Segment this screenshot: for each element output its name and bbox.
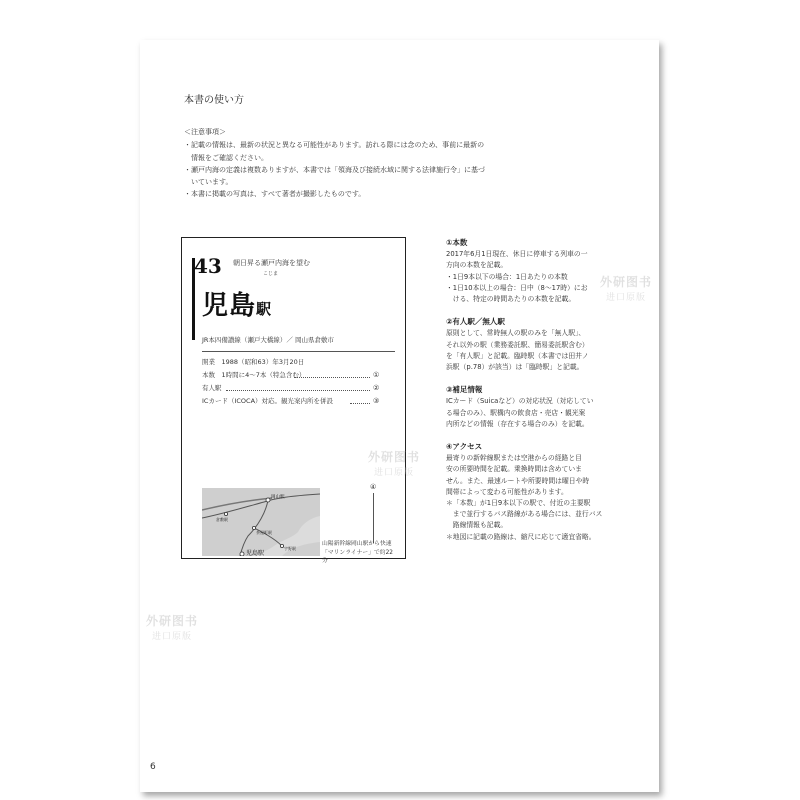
notes-heading: ＜注意事項＞ (184, 128, 226, 136)
map-label-okayama: 岡山駅 (271, 495, 285, 500)
explanation-line: 内所などの情報（存在する場合のみ）を記載。 (446, 419, 589, 428)
explanation-line: 安の所要時間を記載。乗換時間は含めていま (446, 465, 582, 474)
watermark-line1: 外研图书 (146, 614, 199, 628)
explanation-heading: ③補足情報 (446, 385, 483, 395)
explanation-heading: ①本数 (446, 238, 468, 247)
notes-item: 情報をご確認ください。 (184, 153, 268, 162)
divider (202, 351, 395, 352)
access-mark: ④ (370, 483, 377, 491)
explanation-line: 最寄りの新幹線駅または空港からの経路と目 (446, 454, 582, 463)
explanation-line: 浜駅（p.78）が該当）は「臨時駅」と記載。 (446, 363, 584, 372)
leader-line (350, 390, 370, 404)
leader-line (226, 377, 370, 391)
page-number: 6 (150, 762, 156, 772)
watermark-line2: 进口原版 (374, 468, 415, 478)
station-suffix: 駅 (256, 300, 273, 318)
explanation-line: 原則として、常時無人の駅のみを「無人駅」、 (446, 329, 586, 338)
explanation-line: 方向の本数を記載。 (446, 261, 508, 270)
explanation-line: ・1日9本以下の場合：1日あたりの本数 (446, 272, 568, 281)
explanation-line: まで並行するバス路線がある場合には、並行バス (446, 510, 603, 519)
watermark-line1: 外研图书 (600, 275, 653, 289)
info-text: 有人駅 (202, 384, 222, 392)
watermark-line2: 进口原版 (152, 632, 193, 642)
notes-item: ・本書に掲載の写真は、すべて著者が撮影したものです。 (184, 190, 366, 199)
info-row (202, 382, 402, 395)
page-title: 本書の使い方 (184, 95, 244, 106)
notes-item: いています。 (184, 178, 233, 187)
station-number: 43 (194, 254, 222, 278)
access-note-line: 分 (322, 558, 328, 564)
info-mark: ① (373, 371, 380, 379)
explanation-line: せん。また、最速ルートや所要時間は曜日や時 (446, 476, 590, 485)
watermark-line1: 外研图书 (368, 450, 421, 464)
okayama-station-marker (266, 498, 270, 502)
explanation-line: ＊地図に記載の路線は、縮尺に応じて適宜省略。 (446, 532, 596, 541)
info-block (202, 356, 402, 408)
access-note-line: 山陽新幹線岡山駅から快速 (322, 541, 392, 547)
sample-station-card (181, 237, 406, 564)
leader-line (294, 364, 370, 378)
access-note-line: 「マリンライナー」で約22 (322, 549, 393, 556)
station-ruby: こじま (263, 271, 279, 277)
station-name (202, 285, 272, 322)
explanation-line: 路線情報も記載。 (446, 521, 508, 530)
access-leader (373, 493, 374, 543)
notes-item: ・記載の情報は、最新の状況と異なる可能性があります。訪れる際には念のため、事前に最新の (184, 141, 485, 150)
explanation-line: ＊「本数」が1日9本以下の駅で、付近の主要駅 (446, 499, 591, 508)
explanation-line: ICカード（Suicaなど）の対応状況（対応してい (446, 397, 594, 406)
info-mark: ② (373, 384, 380, 392)
map-label-chayamachi: 茶屋町駅 (256, 530, 272, 535)
explanation-line: ・1日10本以上の場合：日中（8〜17時）にお (446, 283, 588, 292)
route-map (202, 488, 320, 556)
station-subtitle: 朝日昇る瀬戸内海を望む (233, 259, 310, 267)
explanations (446, 237, 651, 543)
notes-section (184, 126, 544, 201)
map-label-uno: 宇野駅 (284, 546, 296, 551)
explanation-heading: ②有人駅／無人駅 (446, 317, 505, 327)
map-label-kurashiki: 倉敷駅 (216, 517, 228, 522)
info-text: 開業 1988（昭和63）年3月20日 (202, 358, 305, 366)
kojima-station-marker (240, 552, 244, 556)
station-name-text: 児島 (202, 291, 257, 321)
explanation-line: 2017年6月1日現在、休日に停車する列車の一 (446, 250, 588, 259)
access-note (322, 540, 402, 566)
info-mark: ③ (373, 397, 380, 405)
explanation-line: を「有人駅」と記載。臨時駅（本書では田井ノ (446, 351, 589, 360)
kurashiki-station-marker (224, 512, 227, 515)
explanation-line: 間帯によって変わる可能性があります。 (446, 487, 568, 496)
explanation-line: る場合のみ）、駅構内の飲食店・売店・観光案 (446, 408, 586, 417)
info-text: ICカード（ICOCA）対応。観光案内所を併設 (202, 397, 334, 405)
watermark-line2: 进口原版 (606, 293, 647, 303)
explanation-line: それ以外の駅（業務委託駅、簡易委託駅含む） (446, 340, 589, 349)
notes-item: ・瀬戸内海の定義は複数ありますが、本書では「領海及び接続水域に関する法律施行令」に基づ (184, 165, 485, 174)
explanation-heading: ④アクセス (446, 442, 483, 452)
map-graphic (202, 488, 320, 556)
explanation-line: ける、特定の時間あたりの本数を記載。 (446, 295, 576, 304)
book-page (140, 40, 659, 792)
info-text: 本数 1時間に4〜7本（特急含む） (202, 371, 306, 379)
info-row (202, 395, 402, 408)
map-label-kojima: 児島駅 (246, 550, 265, 556)
line-info: JR本四備讃線（瀬戸大橋線）／ 岡山県倉敷市 (202, 336, 334, 344)
